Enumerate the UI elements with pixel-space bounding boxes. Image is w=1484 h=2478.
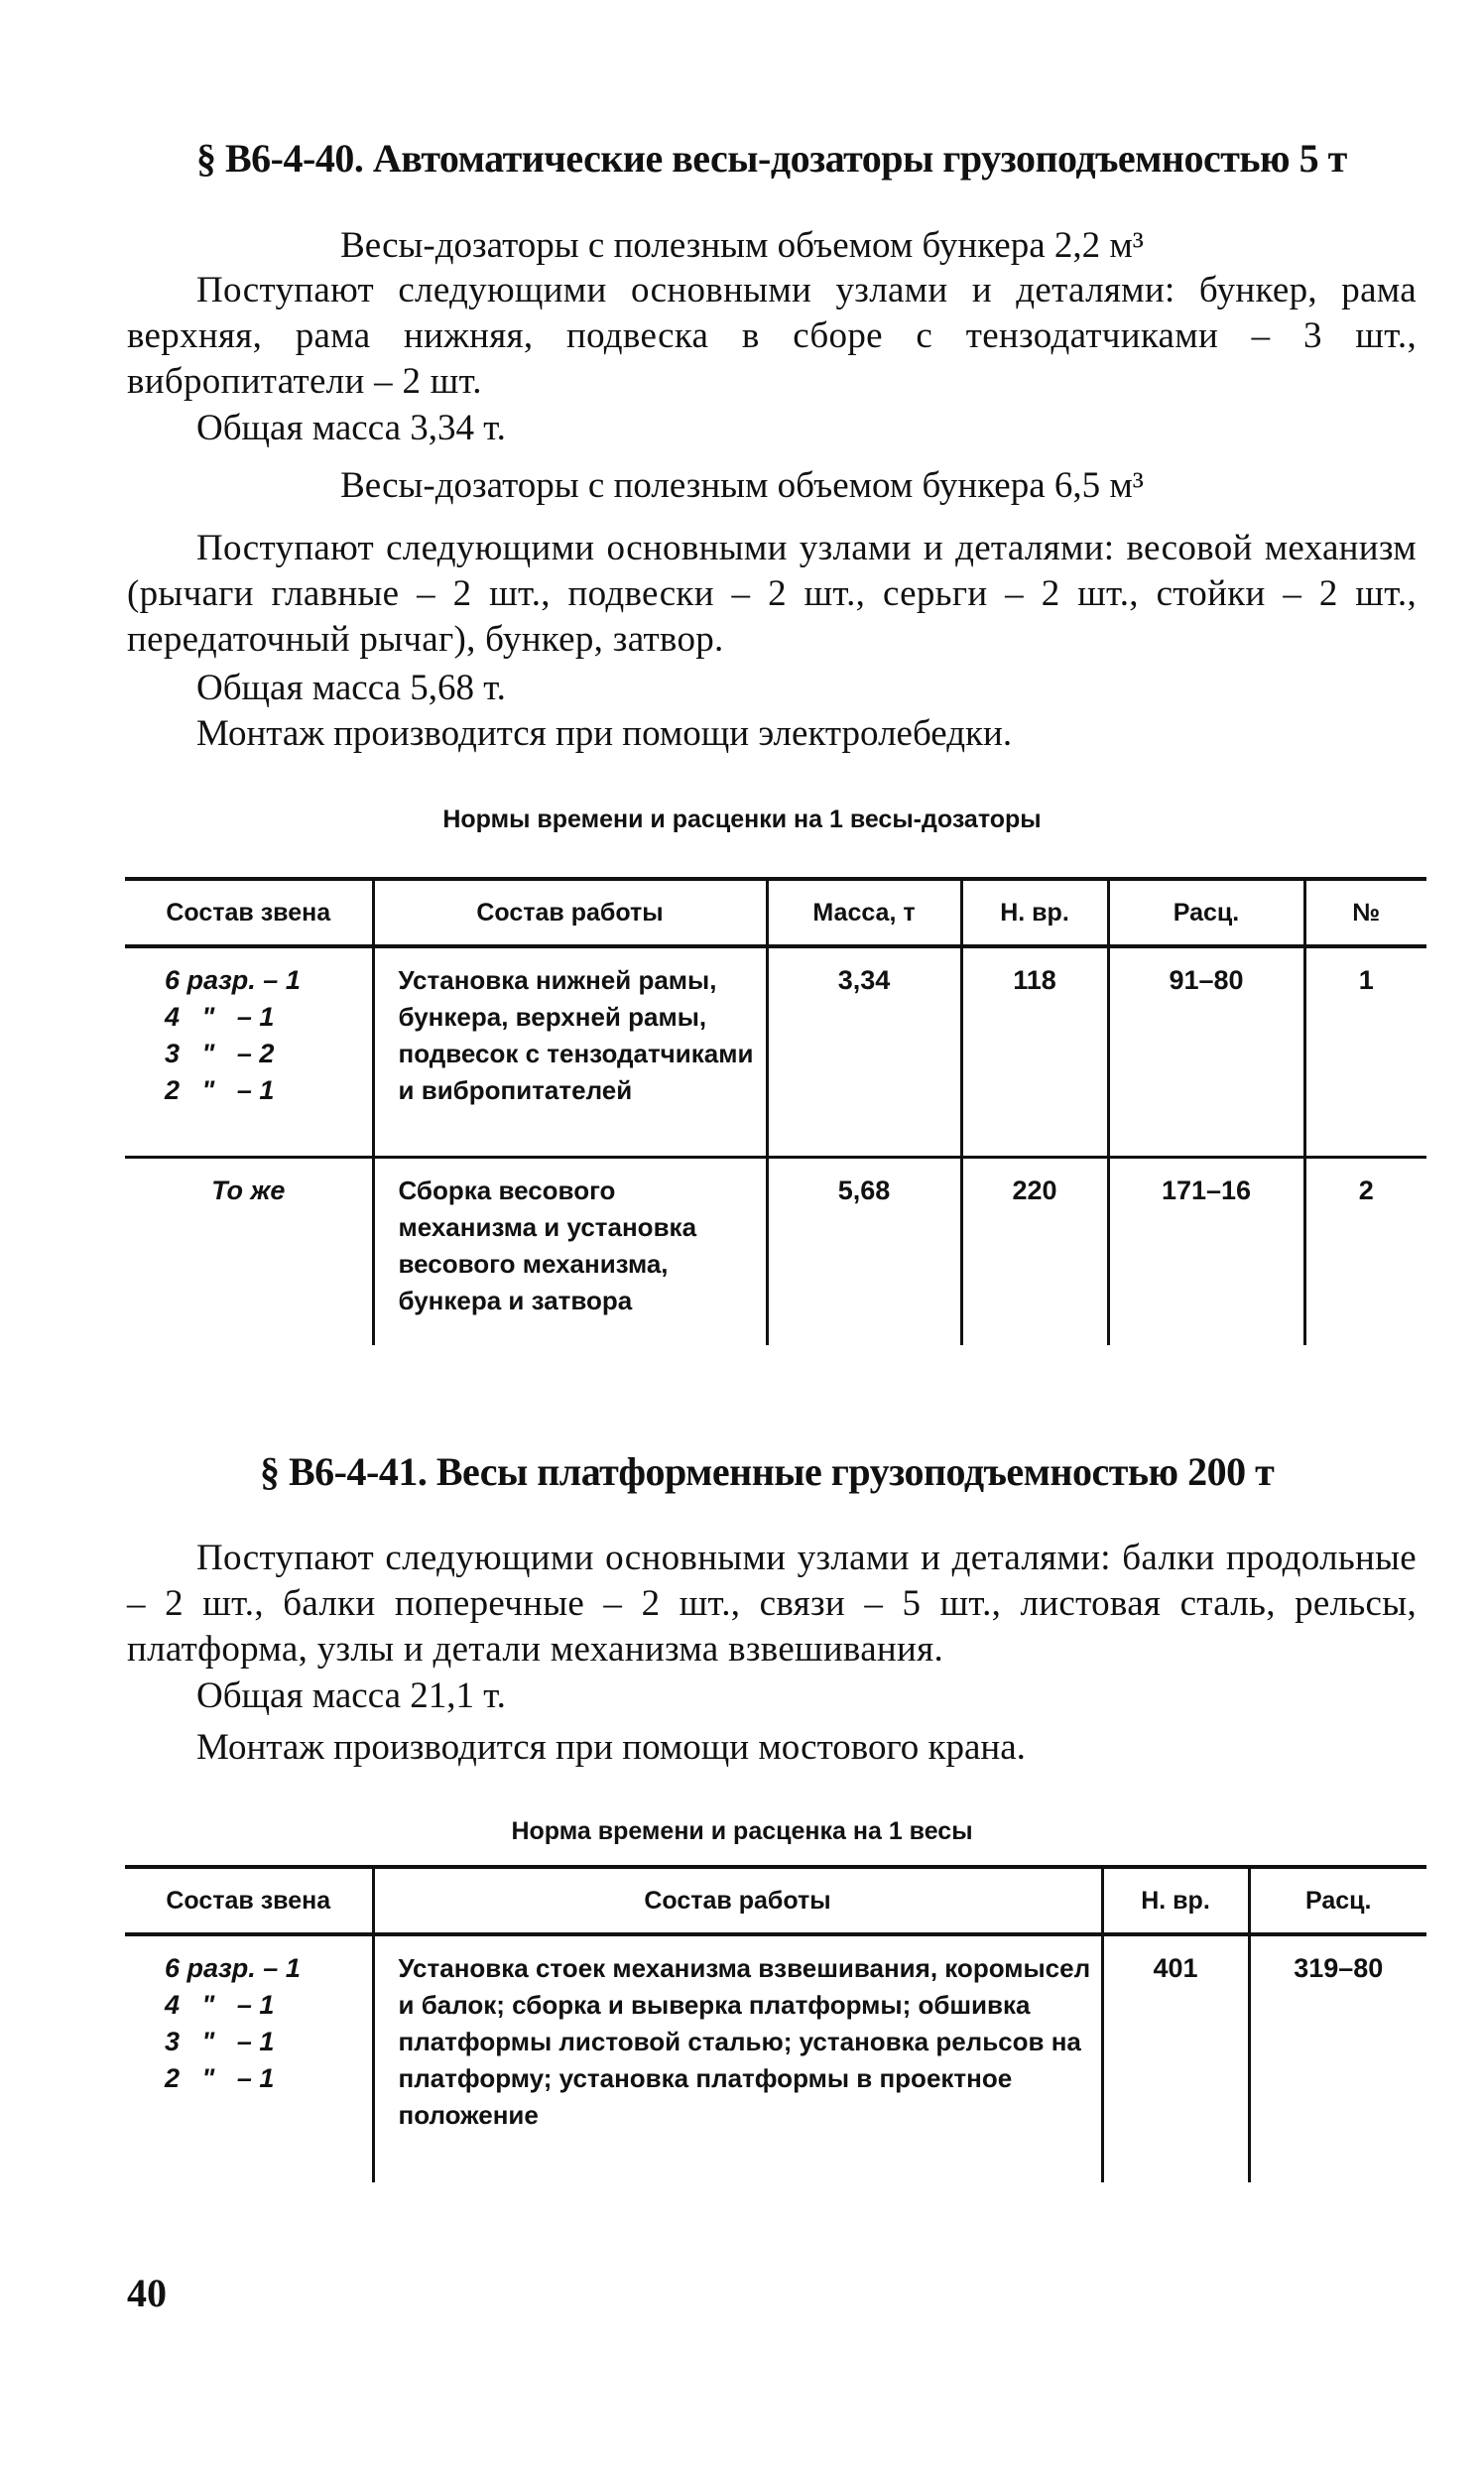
column-header: Масса, т xyxy=(767,879,961,946)
rate-value: 171–16 xyxy=(1108,1157,1304,1345)
work-description: Установка нижней рамы, бункера, верхней рамы, подвесок с тензодатчиками и вибропитателей xyxy=(373,946,767,1157)
variant-description: Поступают следующими основными узлами и деталями: весовой механизм (рычаги главные – 2 шт., подвески – 2 шт., серьги – 2 шт., стойки – 2 шт., передаточный рычаг), бункер, затвор. xyxy=(127,528,1417,660)
column-header: № xyxy=(1304,879,1426,946)
column-header: Состав работы xyxy=(373,1867,1102,1934)
time-norm: 118 xyxy=(961,946,1108,1157)
crew-cell xyxy=(125,1157,373,1345)
crew-line: 4 " – 1 xyxy=(165,1990,275,2020)
column-header: Состав звена xyxy=(125,879,373,946)
row-number: 1 xyxy=(1304,946,1426,1157)
page-number: 40 xyxy=(127,2271,167,2315)
norms-table xyxy=(125,877,1426,1345)
time-norm: 220 xyxy=(961,1157,1108,1345)
table-header-row xyxy=(125,1867,1426,1934)
mounting-note: Монтаж производится при помощи мостового крана. xyxy=(196,1727,1026,1768)
crew-line: 3 " – 2 xyxy=(165,1039,275,1068)
crew-same: То же xyxy=(211,1175,286,1205)
section-heading: § В6-4-41. Весы платформенные грузоподъемностью 200 т xyxy=(260,1449,1275,1494)
table-caption: Норма времени и расценка на 1 весы xyxy=(511,1817,973,1845)
rate-value: 319–80 xyxy=(1249,1934,1426,2182)
variant-description: Поступают следующими основными узлами и деталями: бункер, рама верхняя, рама нижняя, подвеска в сборе с тензодатчиками – 3 шт., вибропитатели – 2 шт. xyxy=(127,270,1417,402)
crew-cell xyxy=(125,946,373,1157)
crew-line: 6 разр. – 1 xyxy=(165,965,301,995)
time-norm: 401 xyxy=(1102,1934,1249,2182)
mass-value: 3,34 xyxy=(767,946,961,1157)
variant-title: Весы-дозаторы с полезным объемом бункера 6,5 м³ xyxy=(340,465,1144,506)
variant-title: Весы-дозаторы с полезным объемом бункера 2,2 м³ xyxy=(340,225,1144,266)
row-number: 2 xyxy=(1304,1157,1426,1345)
total-mass: Общая масса 3,34 т. xyxy=(196,408,506,448)
crew-line: 3 " – 1 xyxy=(165,2027,275,2056)
total-mass: Общая масса 21,1 т. xyxy=(196,1675,506,1716)
crew-line: 6 разр. – 1 xyxy=(165,1953,301,1983)
crew-cell xyxy=(125,1934,373,2182)
crew-line: 4 " – 1 xyxy=(165,1002,275,1032)
work-description: Установка стоек механизма взвешивания, коромысел и балок; сборка и выверка платформы; обшивка платформы листовой сталью; установка рельсов на платформу; установка платформы в проектное положение xyxy=(373,1934,1102,2182)
column-header: Состав работы xyxy=(373,879,767,946)
work-description: Сборка весового механизма и установка весового механизма, бункера и затвора xyxy=(373,1157,767,1345)
column-header: Состав звена xyxy=(125,1867,373,1934)
column-header: Расц. xyxy=(1108,879,1304,946)
column-header: Н. вр. xyxy=(1102,1867,1249,1934)
column-header: Расц. xyxy=(1249,1867,1426,1934)
crew-line: 2 " – 1 xyxy=(165,2063,275,2093)
norms-table xyxy=(125,1865,1426,2182)
table-row xyxy=(125,1157,1426,1345)
section-description: Поступают следующими основными узлами и деталями: балки продольные – 2 шт., балки поперечные – 2 шт., связи – 5 шт., листовая сталь, рельсы, платформа, узлы и детали механизма взвешивания. xyxy=(127,1538,1417,1670)
mass-value: 5,68 xyxy=(767,1157,961,1345)
table-row xyxy=(125,946,1426,1157)
rate-value: 91–80 xyxy=(1108,946,1304,1157)
section-heading: § В6-4-40. Автоматические весы-дозаторы грузоподъемностью 5 т xyxy=(196,136,1347,181)
table-header-row xyxy=(125,879,1426,946)
table-row xyxy=(125,1934,1426,2182)
column-header: Н. вр. xyxy=(961,879,1108,946)
total-mass: Общая масса 5,68 т. xyxy=(196,668,506,708)
table-caption: Нормы времени и расценки на 1 весы-дозаторы xyxy=(442,805,1042,833)
crew-line: 2 " – 1 xyxy=(165,1075,275,1105)
mounting-note: Монтаж производится при помощи электролебедки. xyxy=(196,713,1013,754)
